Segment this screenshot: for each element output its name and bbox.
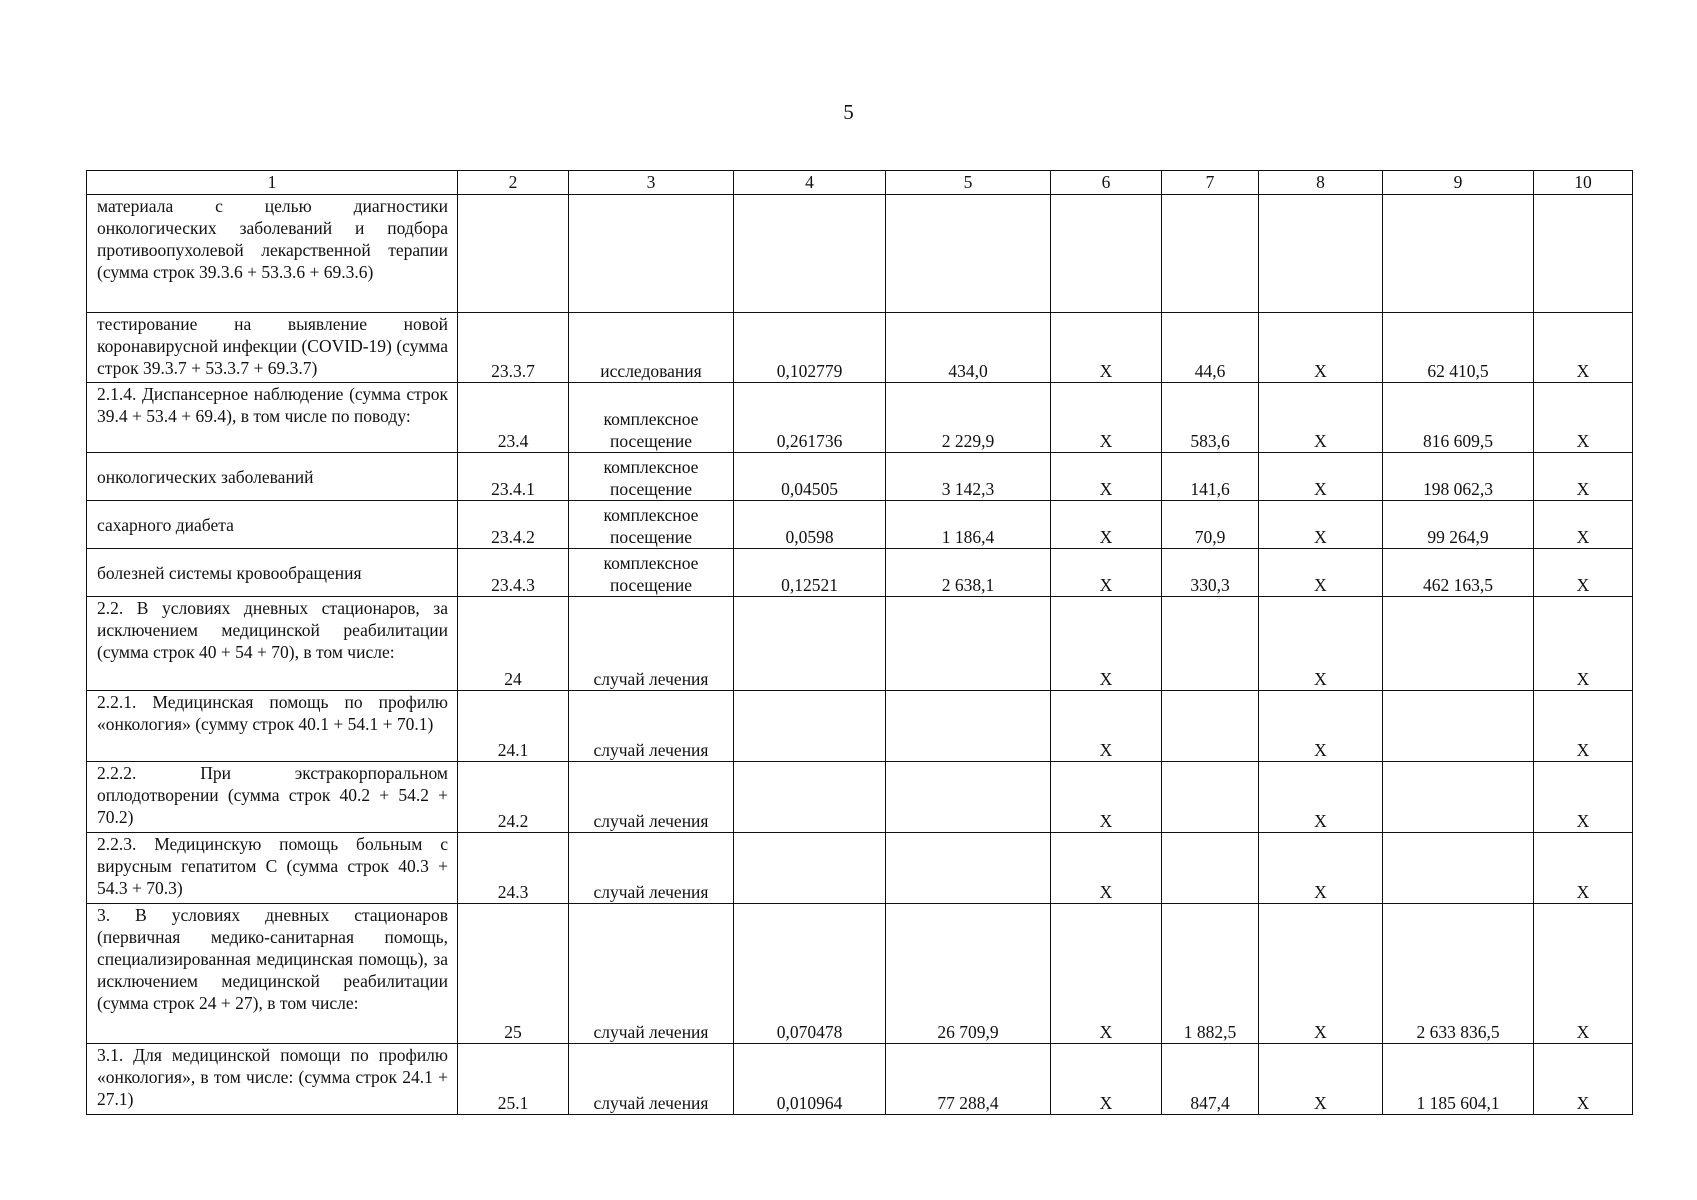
row-number-cell: 24.1 <box>458 691 569 762</box>
row-number-cell: 23.3.7 <box>458 313 569 383</box>
column-header: 10 <box>1534 171 1633 195</box>
col8-cell <box>1259 195 1383 313</box>
col7-cell <box>1162 762 1259 833</box>
col10-cell: X <box>1534 549 1633 597</box>
unit-cell: случай лечения <box>569 597 734 691</box>
col6-cell: X <box>1051 691 1162 762</box>
cost-cell <box>886 195 1051 313</box>
col6-cell: X <box>1051 383 1162 453</box>
col7-cell <box>1162 833 1259 904</box>
col9-cell <box>1383 597 1534 691</box>
row-number-cell: 23.4.3 <box>458 549 569 597</box>
column-header: 1 <box>87 171 458 195</box>
norm-cell: 0,0598 <box>734 501 886 549</box>
table-row <box>87 904 1633 1044</box>
norm-cell: 0,010964 <box>734 1044 886 1115</box>
col6-cell: X <box>1051 1044 1162 1115</box>
col7-cell: 1 882,5 <box>1162 904 1259 1044</box>
row-number-cell: 23.4.2 <box>458 501 569 549</box>
norm-cell: 0,12521 <box>734 549 886 597</box>
cost-cell: 2 638,1 <box>886 549 1051 597</box>
cost-cell <box>886 762 1051 833</box>
column-header: 5 <box>886 171 1051 195</box>
norm-cell <box>734 762 886 833</box>
col6-cell <box>1051 195 1162 313</box>
row-number-cell: 25 <box>458 904 569 1044</box>
col8-cell: X <box>1259 762 1383 833</box>
column-header: 3 <box>569 171 734 195</box>
col6-cell: X <box>1051 453 1162 501</box>
norm-cell <box>734 597 886 691</box>
row-name-cell: 3. В условиях дневных стационаров (первичная медико-санитарная помощь, специализированная медицинская помощь), за исключением медицинской реабилитации (сумма строк 24 + 27), в том числе: <box>87 904 458 1044</box>
row-name-cell: 2.1.4. Диспансерное наблюдение (сумма строк 39.4 + 53.4 + 69.4), в том числе по поводу: <box>87 383 458 453</box>
unit-cell: комплексное посещение <box>569 383 734 453</box>
row-name-cell: сахарного диабета <box>87 501 458 549</box>
col9-cell: 462 163,5 <box>1383 549 1534 597</box>
col8-cell: X <box>1259 833 1383 904</box>
col6-cell: X <box>1051 501 1162 549</box>
cost-cell <box>886 833 1051 904</box>
col9-cell: 99 264,9 <box>1383 501 1534 549</box>
col6-cell: X <box>1051 549 1162 597</box>
col8-cell: X <box>1259 904 1383 1044</box>
col10-cell: X <box>1534 453 1633 501</box>
col8-cell: X <box>1259 383 1383 453</box>
table-header-row <box>87 171 1633 195</box>
col9-cell: 62 410,5 <box>1383 313 1534 383</box>
norm-cell: 0,102779 <box>734 313 886 383</box>
cost-cell: 77 288,4 <box>886 1044 1051 1115</box>
col9-cell: 198 062,3 <box>1383 453 1534 501</box>
unit-cell: комплексное посещение <box>569 501 734 549</box>
table-row <box>87 691 1633 762</box>
column-header: 9 <box>1383 171 1534 195</box>
row-name-cell: 2.2.1. Медицинская помощь по профилю «онкология» (сумму строк 40.1 + 54.1 + 70.1) <box>87 691 458 762</box>
col6-cell: X <box>1051 833 1162 904</box>
unit-cell: исследования <box>569 313 734 383</box>
row-number-cell: 25.1 <box>458 1044 569 1115</box>
table-row <box>87 549 1633 597</box>
table-row <box>87 313 1633 383</box>
col9-cell <box>1383 762 1534 833</box>
col6-cell: X <box>1051 762 1162 833</box>
col7-cell <box>1162 195 1259 313</box>
col10-cell: X <box>1534 762 1633 833</box>
col8-cell: X <box>1259 1044 1383 1115</box>
data-table <box>86 170 1633 1115</box>
norm-cell <box>734 195 886 313</box>
col6-cell: X <box>1051 904 1162 1044</box>
col9-cell <box>1383 833 1534 904</box>
cost-cell: 2 229,9 <box>886 383 1051 453</box>
col7-cell <box>1162 597 1259 691</box>
row-name-cell: материала с целью диагностики онкологических заболеваний и подбора противоопухолевой лекарственной терапии (сумма строк 39.3.6 + 53.3.6 + 69.3.6) <box>87 195 458 313</box>
col8-cell: X <box>1259 453 1383 501</box>
row-number-cell: 23.4 <box>458 383 569 453</box>
column-header: 4 <box>734 171 886 195</box>
row-name-cell: тестирование на выявление новой коронавирусной инфекции (COVID-19) (сумма строк 39.3.7 + 53.3.7 + 69.3.7) <box>87 313 458 383</box>
cost-cell: 1 186,4 <box>886 501 1051 549</box>
norm-cell <box>734 833 886 904</box>
col10-cell: X <box>1534 1044 1633 1115</box>
col10-cell: X <box>1534 597 1633 691</box>
col10-cell: X <box>1534 313 1633 383</box>
table-row <box>87 383 1633 453</box>
column-header: 8 <box>1259 171 1383 195</box>
unit-cell: случай лечения <box>569 904 734 1044</box>
col8-cell: X <box>1259 501 1383 549</box>
table-row <box>87 833 1633 904</box>
row-name-cell: 3.1. Для медицинской помощи по профилю «онкология», в том числе: (сумма строк 24.1 + 27.1) <box>87 1044 458 1115</box>
table-row <box>87 501 1633 549</box>
col7-cell: 583,6 <box>1162 383 1259 453</box>
col7-cell <box>1162 691 1259 762</box>
norm-cell: 0,261736 <box>734 383 886 453</box>
col6-cell: X <box>1051 597 1162 691</box>
norm-cell: 0,04505 <box>734 453 886 501</box>
page-number: 5 <box>843 100 854 124</box>
col10-cell: X <box>1534 383 1633 453</box>
col8-cell: X <box>1259 597 1383 691</box>
col8-cell: X <box>1259 313 1383 383</box>
row-number-cell <box>458 195 569 313</box>
norm-cell <box>734 691 886 762</box>
unit-cell: случай лечения <box>569 1044 734 1115</box>
unit-cell: случай лечения <box>569 691 734 762</box>
table-row <box>87 453 1633 501</box>
cost-cell: 3 142,3 <box>886 453 1051 501</box>
col7-cell: 70,9 <box>1162 501 1259 549</box>
col7-cell: 141,6 <box>1162 453 1259 501</box>
row-name-cell: болезней системы кровообращения <box>87 549 458 597</box>
column-header: 2 <box>458 171 569 195</box>
col10-cell <box>1534 195 1633 313</box>
column-header: 6 <box>1051 171 1162 195</box>
col10-cell: X <box>1534 833 1633 904</box>
col8-cell: X <box>1259 691 1383 762</box>
row-name-cell: 2.2. В условиях дневных стационаров, за исключением медицинской реабилитации (сумма строк 40 + 54 + 70), в том числе: <box>87 597 458 691</box>
col7-cell: 44,6 <box>1162 313 1259 383</box>
col10-cell: X <box>1534 904 1633 1044</box>
cost-cell: 26 709,9 <box>886 904 1051 1044</box>
norm-cell: 0,070478 <box>734 904 886 1044</box>
unit-cell: случай лечения <box>569 762 734 833</box>
col6-cell: X <box>1051 313 1162 383</box>
table-row <box>87 597 1633 691</box>
col8-cell: X <box>1259 549 1383 597</box>
row-number-cell: 24.3 <box>458 833 569 904</box>
cost-cell <box>886 597 1051 691</box>
row-number-cell: 24 <box>458 597 569 691</box>
row-number-cell: 23.4.1 <box>458 453 569 501</box>
row-name-cell: 2.2.3. Медицинскую помощь больным с вирусным гепатитом С (сумма строк 40.3 + 54.3 + 70.3) <box>87 833 458 904</box>
unit-cell: комплексное посещение <box>569 549 734 597</box>
table-row <box>87 1044 1633 1115</box>
unit-cell <box>569 195 734 313</box>
col9-cell: 2 633 836,5 <box>1383 904 1534 1044</box>
unit-cell: комплексное посещение <box>569 453 734 501</box>
col10-cell: X <box>1534 691 1633 762</box>
col9-cell: 816 609,5 <box>1383 383 1534 453</box>
row-name-cell: онкологических заболеваний <box>87 453 458 501</box>
col9-cell <box>1383 691 1534 762</box>
col7-cell: 847,4 <box>1162 1044 1259 1115</box>
unit-cell: случай лечения <box>569 833 734 904</box>
col10-cell: X <box>1534 501 1633 549</box>
column-header: 7 <box>1162 171 1259 195</box>
row-name-cell: 2.2.2. При экстракорпоральном оплодотворении (сумма строк 40.2 + 54.2 + 70.2) <box>87 762 458 833</box>
row-number-cell: 24.2 <box>458 762 569 833</box>
cost-cell <box>886 691 1051 762</box>
col9-cell <box>1383 195 1534 313</box>
col7-cell: 330,3 <box>1162 549 1259 597</box>
col9-cell: 1 185 604,1 <box>1383 1044 1534 1115</box>
cost-cell: 434,0 <box>886 313 1051 383</box>
table-row <box>87 762 1633 833</box>
table-row <box>87 195 1633 313</box>
